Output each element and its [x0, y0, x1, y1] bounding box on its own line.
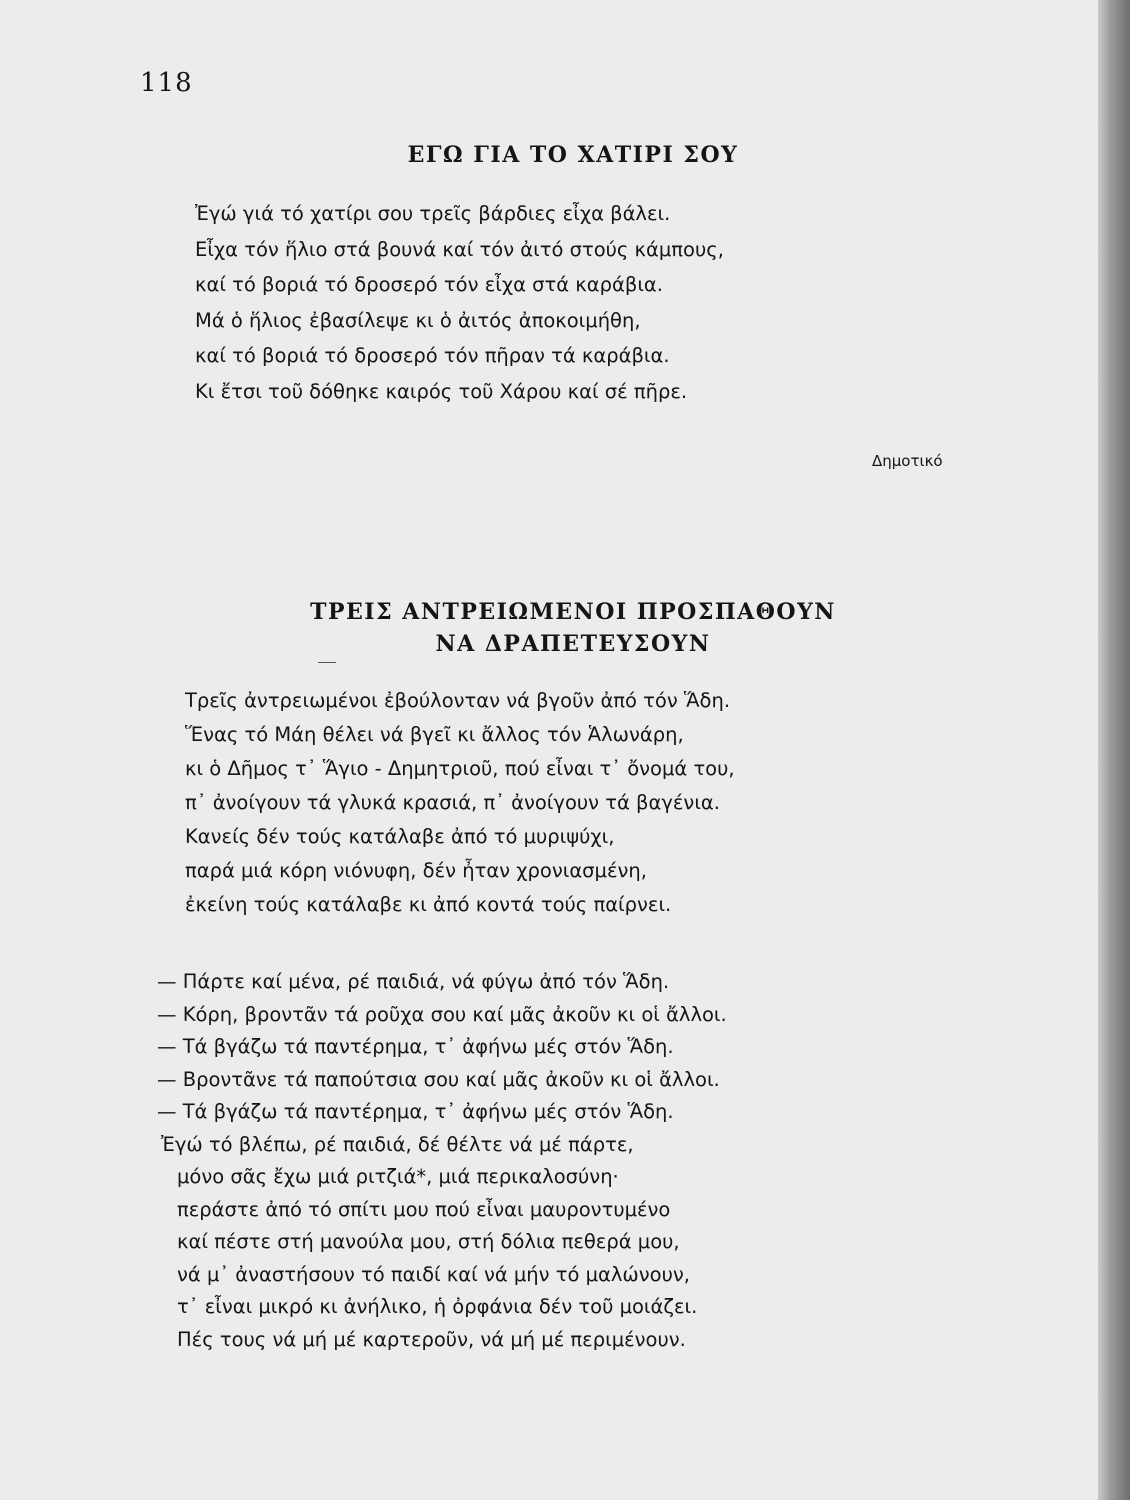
poem-line: — Τά βγάζω τά παντέρημα, τ᾿ ἀφήνω μές στόν Ἅδη. [157, 1035, 674, 1058]
divider-mark [318, 662, 336, 663]
poem-line: νά μ᾿ ἀναστήσουν τό παιδί καί νά μήν τό μαλώνουν, [177, 1262, 690, 1286]
song1-source: Δημοτικό [872, 452, 943, 470]
poem-line: Κανείς δέν τούς κατάλαβε ἀπό τό μυριψύχι, [185, 825, 615, 848]
poem-line: καί τό βοριά τό δροσερό τόν εἶχα στά καράβια. [195, 273, 663, 296]
poem-line: ἐκείνη τούς κατάλαβε κι ἀπό κοντά τούς παίρνει. [185, 893, 672, 916]
poem-line: Πές τους νά μή μέ καρτεροῦν, νά μή μέ περιμένουν. [177, 1327, 686, 1351]
poem-line: Κι ἔτσι τοῦ δόθηκε καιρός τοῦ Χάρου καί σέ πῆρε. [195, 379, 688, 403]
poem-line: περάστε ἀπό τό σπίτι μου πού εἶναι μαυροντυμένο [177, 1197, 671, 1221]
poem-line: καί τό βοριά τό δροσερό τόν πῆραν τά καράβια. [195, 344, 670, 367]
poem-line: μόνο σᾶς ἔχω μιά ριτζιά*, μιά περικαλοσύνη· [177, 1165, 619, 1188]
poem-line: π᾿ ἀνοίγουν τά γλυκά κρασιά, π᾿ ἀνοίγουν τά βαγένια. [185, 791, 720, 814]
poem-line: Εἶχα τόν ἥλιο στά βουνά καί τόν ἀιτό στούς κάμπους, [195, 237, 724, 261]
song2-title [0, 596, 1098, 660]
poem-line: Ἕνας τό Μάη θέλει νά βγεῖ κι ἄλλος τόν Ἁλωνάρη, [185, 723, 684, 746]
page-number: 118 [140, 68, 193, 98]
poem-line: παρά μιά κόρη νιόνυφη, δέν ἦταν χρονιασμένη, [185, 859, 647, 882]
poem-line: — Βροντᾶνε τά παπούτσια σου καί μᾶς ἀκοῦν κι οἱ ἄλλοι. [157, 1067, 720, 1091]
poem-line: — Κόρη, βροντᾶν τά ροῦχα σου καί μᾶς ἀκοῦν κι οἱ ἄλλοι. [157, 1002, 727, 1026]
poem-line: καί πέστε στή μανούλα μου, στή δόλια πεθερά μου, [177, 1230, 680, 1253]
poem-line: Ἐγώ τό βλέπω, ρέ παιδιά, δέ θέλτε νά μέ πάρτε, [161, 1132, 634, 1156]
song2-stanza1 [185, 684, 735, 922]
poem-line: — Τά βγάζω τά παντέρημα, τ᾿ ἀφήνω μές στόν Ἅδη. [157, 1100, 674, 1123]
poem-line: — Πάρτε καί μένα, ρέ παιδιά, νά φύγω ἀπό τόν Ἅδη. [157, 970, 670, 993]
song1-poem [195, 196, 724, 409]
poem-line: τ᾿ εἶναι μικρό κι ἀνήλικο, ἡ ὀρφάνια δέν τοῦ μοιάζει. [177, 1295, 698, 1318]
song2-stanza2 [157, 966, 727, 1356]
poem-line: κι ὁ Δῆμος τ᾿ Ἅγιο - Δημητριοῦ, πού εἶναι τ᾿ ὄνομά του, [185, 757, 735, 780]
song2-title-line2: ΝΑ ΔΡΑΠΕΤΕΥΣΟΥΝ [435, 631, 711, 657]
poem-line: Ἐγώ γιά τό χατίρι σου τρεῖς βάρδιες εἶχα βάλει. [195, 202, 671, 225]
song2-title-line1: ΤΡΕΙΣ ΑΝΤΡΕΙΩΜΕΝΟΙ ΠΡΟΣΠΑΘΟΥΝ [310, 599, 836, 625]
poem-line: Τρεῖς ἀντρειωμένοι ἐβούλονταν νά βγοῦν ἀπό τόν Ἅδη. [185, 689, 731, 712]
page-edge-shadow [1098, 0, 1130, 1500]
poem-line: Μά ὁ ἥλιος ἐβασίλεψε κι ὁ ἀιτός ἀποκοιμήθη, [195, 308, 641, 332]
song1-title: ΕΓΩ ΓΙΑ ΤΟ ΧΑΤΙΡΙ ΣΟΥ [407, 142, 739, 168]
